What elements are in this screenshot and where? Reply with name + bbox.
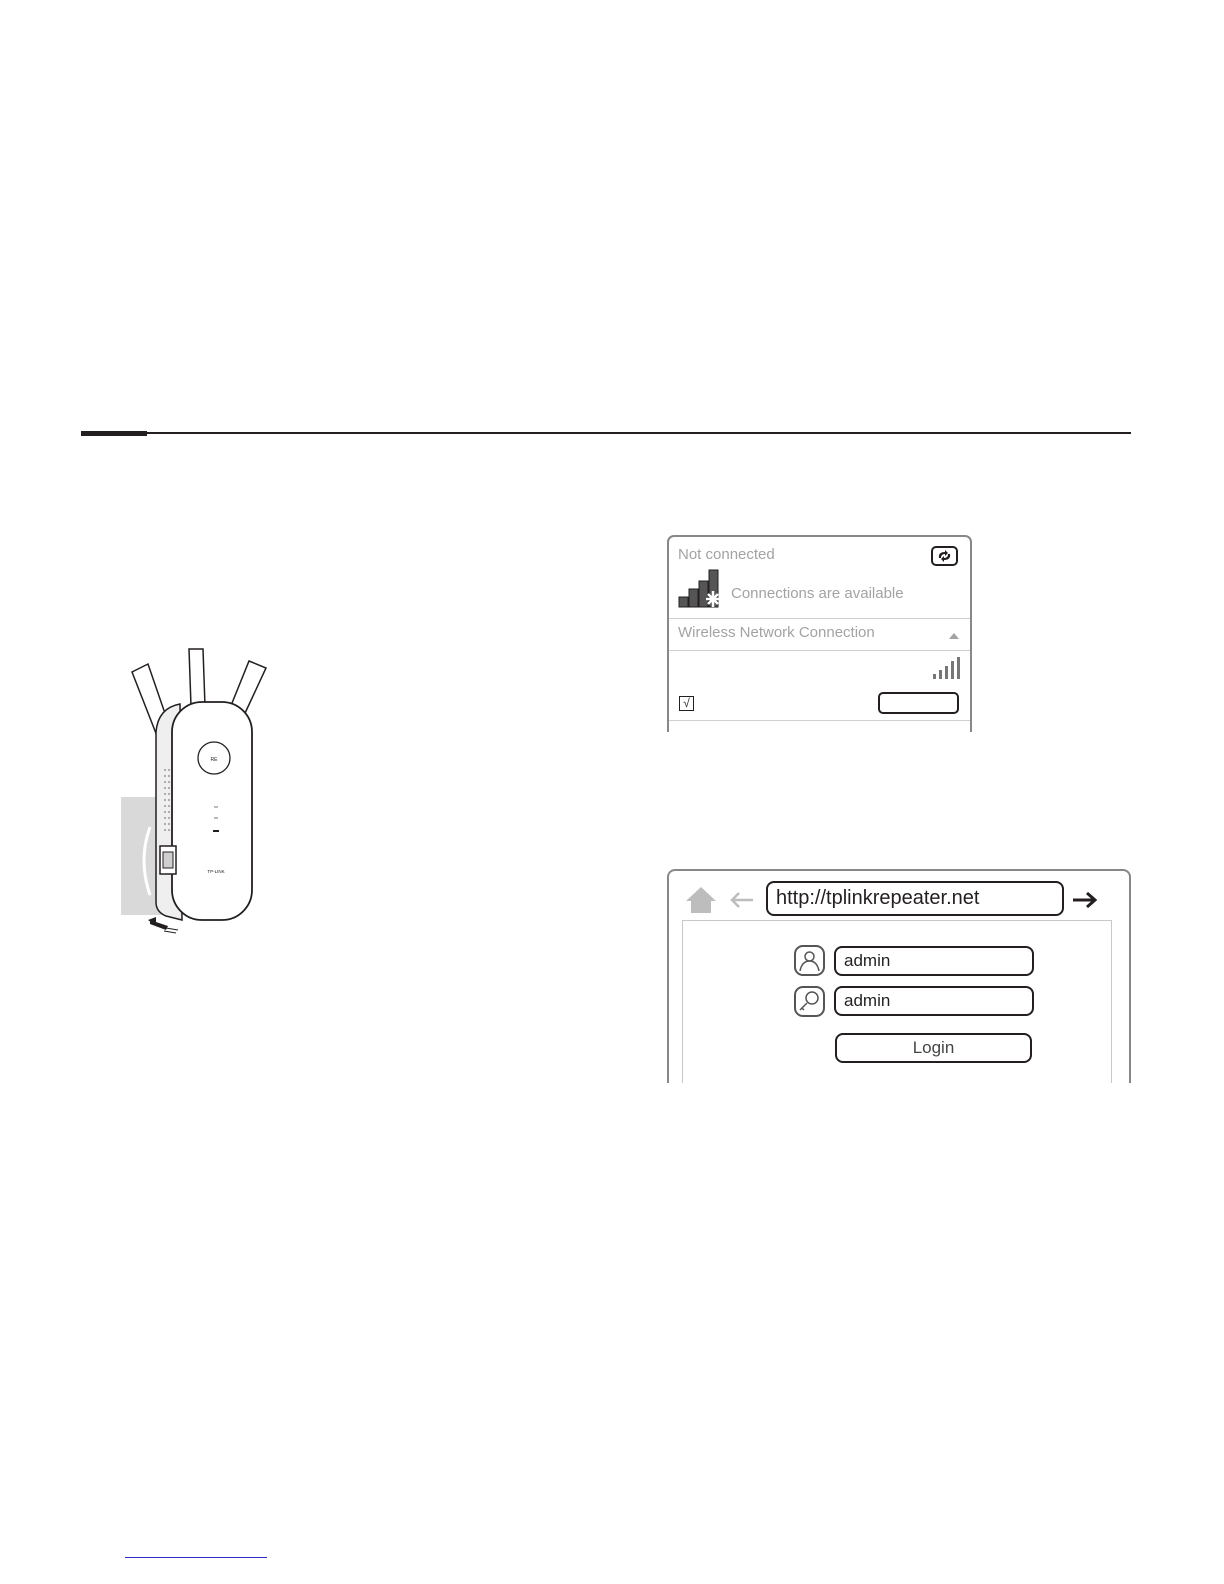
go-arrow-icon[interactable] [1071,890,1099,910]
availability-text: Connections are available [731,585,904,602]
network-section-title: Wireless Network Connection [678,624,875,641]
section-divider [81,432,1131,434]
divider [669,618,970,619]
footer-link-underline[interactable] [125,1557,267,1558]
connection-status: Not connected [678,546,775,563]
refresh-icon [933,548,956,564]
auto-connect-checkbox[interactable]: √ [679,696,694,711]
back-arrow-icon[interactable] [729,891,755,909]
refresh-button[interactable] [931,546,958,566]
username-field[interactable]: admin [834,946,1034,976]
connect-button[interactable] [878,692,959,714]
key-icon [794,986,825,1017]
url-bar[interactable]: http://tplinkrepeater.net [766,881,1064,916]
home-icon[interactable] [685,885,717,915]
divider [669,650,970,651]
user-icon [794,945,825,976]
wifi-connection-panel [667,535,972,732]
brand-logo: TP-LINK [207,869,225,874]
signal-bars-icon [678,567,726,609]
re-button-label: RE [210,757,218,763]
browser-login-panel [667,869,1131,1083]
section-divider-accent [81,431,147,436]
divider [669,720,970,721]
login-button[interactable]: Login [835,1033,1032,1063]
signal-strength-icon [932,656,960,680]
range-extender-illustration [110,640,280,940]
collapse-arrow-icon[interactable] [948,632,960,640]
password-field[interactable]: admin [834,986,1034,1016]
